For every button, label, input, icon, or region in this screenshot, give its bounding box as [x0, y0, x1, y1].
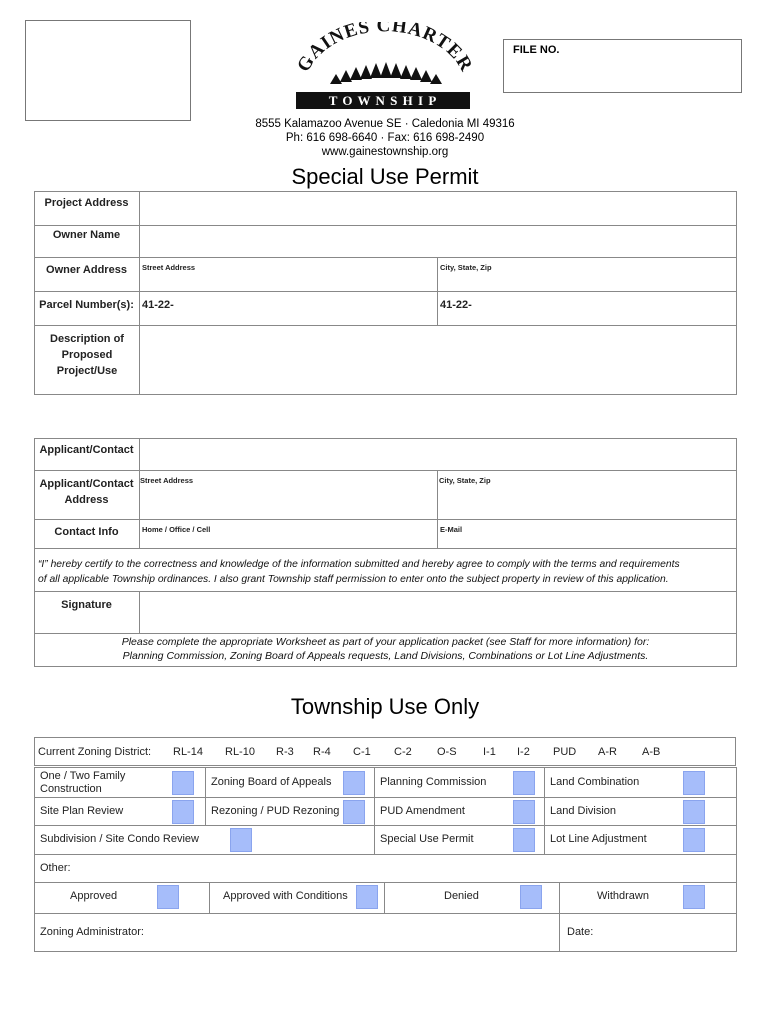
type-one-two-family-label: One / Two Family Construction: [40, 770, 126, 795]
township-logo: [290, 22, 476, 114]
type-lot-line-label: Lot Line Adjustment: [550, 833, 647, 845]
zoning-district-label: Current Zoning District:: [38, 746, 152, 758]
signature-label: Signature: [61, 599, 112, 611]
zoning-code-os[interactable]: O-S: [437, 746, 457, 758]
zoning-code-rl14[interactable]: RL-14: [173, 746, 203, 758]
type-zba-checkbox[interactable]: [343, 771, 365, 795]
type-land-division-label: Land Division: [550, 805, 617, 817]
type-land-combination-checkbox[interactable]: [683, 771, 705, 795]
zoning-code-i1[interactable]: I-1: [483, 746, 496, 758]
applicant-contact-label: Applicant/Contact: [39, 444, 134, 456]
zoning-code-c2[interactable]: C-2: [394, 746, 412, 758]
phone-field[interactable]: [140, 520, 437, 548]
zoning-code-c1[interactable]: C-1: [353, 746, 371, 758]
type-rezoning-label: Rezoning / PUD Rezoning: [211, 805, 340, 817]
contact-info-label: Contact Info: [54, 526, 119, 538]
type-one-two-family-checkbox[interactable]: [172, 771, 194, 795]
owner-city-field[interactable]: [438, 258, 736, 291]
owner-city-hint: City, State, Zip: [440, 263, 492, 272]
type-land-combination-label: Land Combination: [550, 776, 640, 788]
worksheet-note-2: Planning Commission, Zoning Board of Appeals requests, Land Divisions, Combinations or Lot Line Adjustments.: [122, 650, 649, 662]
phone-line: Ph: 616 698-6640 · Fax: 616 698-2490: [285, 132, 485, 144]
address-line: 8555 Kalamazoo Avenue SE · Caledonia MI 49316: [255, 118, 515, 130]
description-field[interactable]: [140, 326, 736, 394]
zoning-code-r3[interactable]: R-3: [276, 746, 294, 758]
type-rezoning-checkbox[interactable]: [343, 800, 365, 824]
parcel-label: Parcel Number(s):: [39, 299, 134, 311]
type-special-use-label: Special Use Permit: [380, 833, 474, 845]
parcel-field-2[interactable]: [478, 292, 736, 325]
type-site-plan-checkbox[interactable]: [172, 800, 194, 824]
type-planning-commission-checkbox[interactable]: [513, 771, 535, 795]
zoning-code-ar[interactable]: A-R: [598, 746, 617, 758]
parcel-prefix-2: 41-22-: [440, 299, 472, 311]
applicant-street-hint: Street Address: [140, 476, 194, 485]
file-no-label: FILE NO.: [513, 44, 560, 56]
owner-address-label: Owner Address: [46, 264, 127, 276]
worksheet-note-1: Please complete the appropriate Worksheet as part of your application packet (see Staff for more information) for:: [121, 636, 650, 648]
certify-line-2: of all applicable Township ordinances. I also grant Township staff permission to enter onto the subject property in review of this application.: [38, 574, 669, 585]
type-subdivision-checkbox[interactable]: [230, 828, 252, 852]
parcel-field-1[interactable]: [180, 292, 437, 325]
date-field[interactable]: [600, 914, 735, 951]
applicant-address-label: Applicant/Contact Address: [39, 478, 134, 506]
decision-approved-conditions-label: Approved with Conditions: [223, 890, 348, 902]
svg-text:GAINES CHARTER: GAINES CHARTER: [293, 22, 476, 76]
decision-denied-checkbox[interactable]: [520, 885, 542, 909]
other-field[interactable]: [80, 855, 735, 882]
zoning-code-r4[interactable]: R-4: [313, 746, 331, 758]
website-line: www.gainestownship.org: [321, 146, 449, 158]
decision-approved-label: Approved: [70, 890, 118, 902]
logo-township-text: T O W N S H I P: [328, 93, 438, 108]
applicant-city-hint: City, State, Zip: [439, 476, 491, 485]
email-hint: E-Mail: [440, 525, 463, 534]
decision-denied-label: Denied: [444, 890, 479, 902]
project-address-label: Project Address: [44, 197, 129, 209]
owner-name-field[interactable]: [140, 226, 736, 257]
owner-street-field[interactable]: [140, 258, 437, 291]
zoning-administrator-field[interactable]: [160, 914, 558, 951]
type-subdivision-label: Subdivision / Site Condo Review: [40, 833, 199, 845]
decision-approved-checkbox[interactable]: [157, 885, 179, 909]
applicant-contact-field[interactable]: [140, 439, 736, 470]
decision-approved-conditions-checkbox[interactable]: [356, 885, 378, 909]
date-label: Date:: [567, 926, 594, 938]
owner-name-label: Owner Name: [52, 229, 121, 241]
page-title: Special Use Permit: [291, 164, 479, 189]
type-pud-amendment-label: PUD Amendment: [380, 805, 465, 817]
zoning-code-pud[interactable]: PUD: [553, 746, 577, 758]
type-planning-commission-label: Planning Commission: [380, 776, 487, 788]
project-address-field[interactable]: [140, 192, 736, 225]
zoning-code-ab[interactable]: A-B: [642, 746, 661, 758]
decision-withdrawn-checkbox[interactable]: [683, 885, 705, 909]
type-land-division-checkbox[interactable]: [683, 800, 705, 824]
other-label: Other:: [40, 862, 71, 874]
applicant-street-field[interactable]: [140, 471, 437, 519]
township-use-title: Township Use Only: [290, 694, 480, 719]
applicant-city-field[interactable]: [438, 471, 736, 519]
type-zba-label: Zoning Board of Appeals: [211, 776, 332, 788]
header-blank-box: [25, 20, 191, 121]
zoning-code-rl10[interactable]: RL-10: [225, 746, 255, 758]
certify-line-1: “I” hereby certify to the correctness and knowledge of the information submitted and hereby agree to comply with the terms and requirements: [38, 559, 680, 570]
type-lot-line-checkbox[interactable]: [683, 828, 705, 852]
type-site-plan-label: Site Plan Review: [40, 805, 124, 817]
phone-hint: Home / Office / Cell: [142, 525, 211, 534]
type-pud-amendment-checkbox[interactable]: [513, 800, 535, 824]
owner-street-hint: Street Address: [142, 263, 196, 272]
description-label: Description of Proposed Project/Use: [50, 333, 124, 377]
parcel-prefix-1: 41-22-: [142, 299, 174, 311]
signature-field[interactable]: [140, 592, 736, 633]
zoning-administrator-label: Zoning Administrator:: [40, 926, 144, 938]
zoning-code-i2[interactable]: I-2: [517, 746, 530, 758]
type-special-use-checkbox[interactable]: [513, 828, 535, 852]
decision-withdrawn-label: Withdrawn: [597, 890, 649, 902]
email-field[interactable]: [438, 520, 736, 548]
